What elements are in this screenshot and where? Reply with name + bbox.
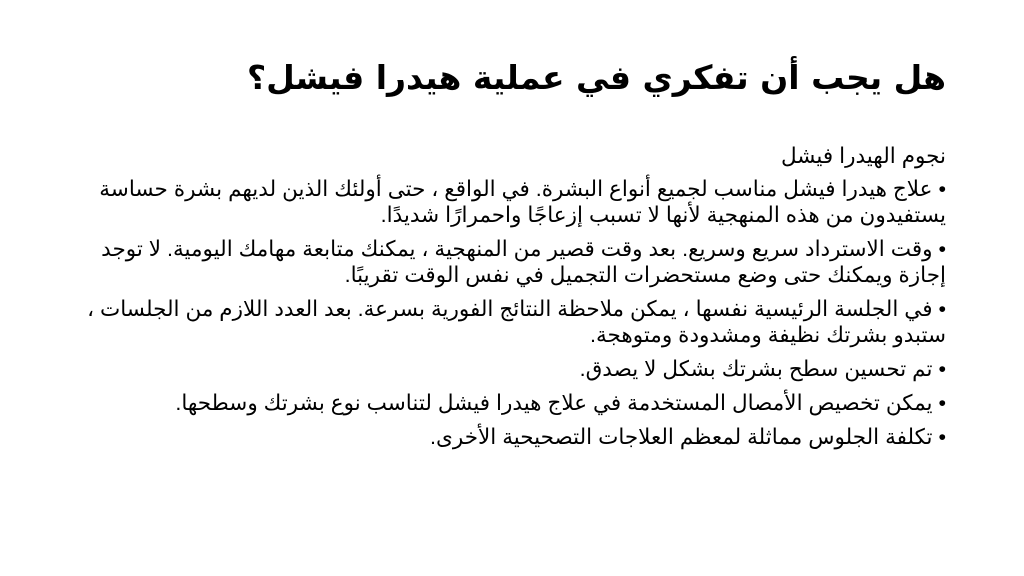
bullet-item xyxy=(74,296,946,348)
slide-body xyxy=(74,143,946,458)
bullet-list xyxy=(74,176,946,450)
bullet-dot: • xyxy=(938,357,946,381)
bullet-text: في الجلسة الرئيسية نفسها ، يمكن ملاحظة النتائج الفورية بسرعة. بعد العدد اللازم من الجلسات ، ستبدو بشرتك نظيفة ومشدودة ومتوهجة. xyxy=(87,297,946,347)
bullet-dot: • xyxy=(938,425,946,449)
bullet-dot: • xyxy=(938,237,946,261)
bullet-dot: • xyxy=(938,391,946,415)
slide-title: هل يجب أن تفكري في عملية هيدرا فيشل؟ xyxy=(246,58,946,97)
bullet-dot: • xyxy=(938,177,946,201)
bullet-item xyxy=(74,176,946,228)
bullet-text: تم تحسين سطح بشرتك بشكل لا يصدق. xyxy=(579,357,933,381)
bullet-text: يمكن تخصيص الأمصال المستخدمة في علاج هيدرا فيشل لتناسب نوع بشرتك وسطحها. xyxy=(175,391,933,415)
bullet-item xyxy=(74,236,946,288)
bullet-dot: • xyxy=(938,297,946,321)
bullet-text: تكلفة الجلوس مماثلة لمعظم العلاجات التصحيحية الأخرى. xyxy=(430,425,933,449)
slide-subheading: نجوم الهيدرا فيشل xyxy=(780,144,946,168)
bullet-text: علاج هيدرا فيشل مناسب لجميع أنواع البشرة. في الواقع ، حتى أولئك الذين لديهم بشرة حساسة يستفيدون من هذه المنهجية لأنها لا تسبب إزعاجًا واحمرارًا شديدًا. xyxy=(99,177,946,227)
bullet-item xyxy=(74,390,946,416)
bullet-item xyxy=(74,424,946,450)
bullet-item xyxy=(74,356,946,382)
bullet-text: وقت الاسترداد سريع وسريع. بعد وقت قصير من المنهجية ، يمكنك متابعة مهامك اليومية. لا توجد إجازة ويمكنك حتى وضع مستحضرات التجميل في نفس الوقت تقريبًا. xyxy=(101,237,946,287)
